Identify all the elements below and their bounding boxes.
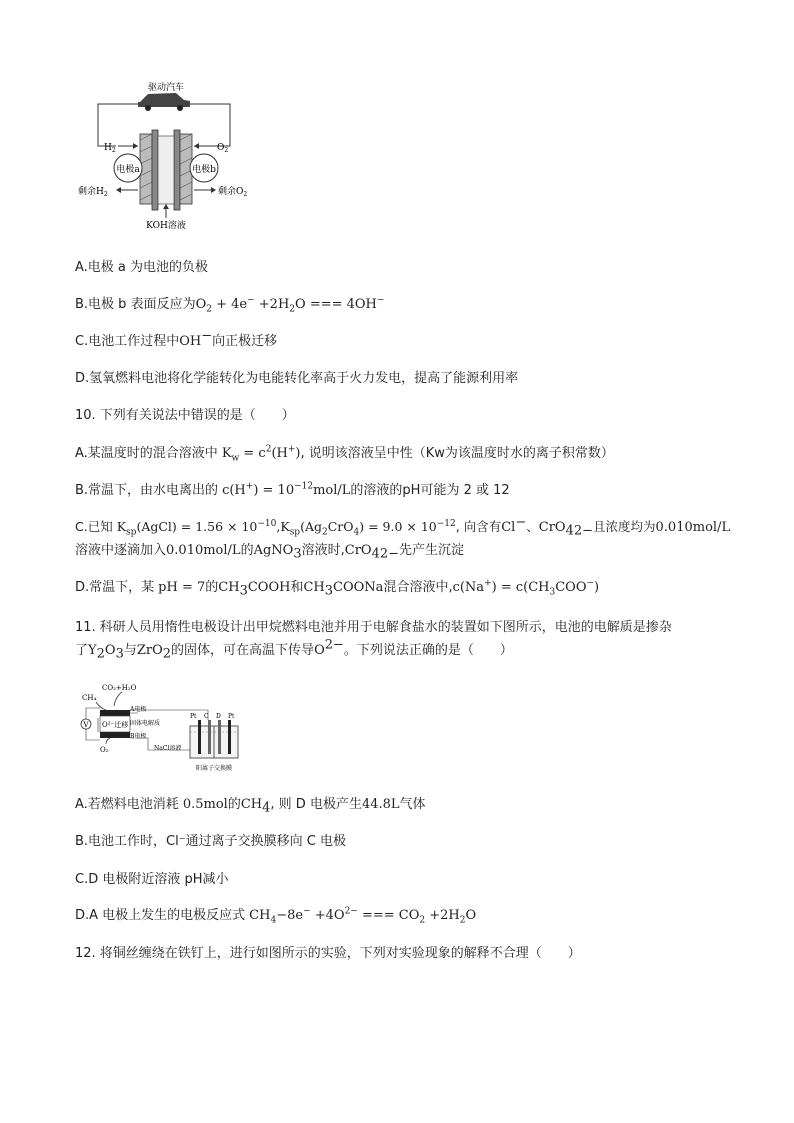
h2-remaining-label: 剩余$H_2$	[78, 187, 108, 198]
electrode-a-label: 电极a	[116, 165, 140, 175]
q11-stem-line2: 了$Y_2O_3$与ZrO$_2$的固体，可在高温下传导$O^{2-}$。下列说法正确的是（ ）	[75, 637, 513, 662]
a-electrode-label: A电极	[130, 706, 147, 713]
o2-migration-label: O²⁻迁移	[102, 721, 129, 729]
o2-inlet-label: O₂	[100, 746, 109, 754]
b-electrode-label: B电极	[130, 733, 147, 740]
co2-h2o-label: CO₂+H₂O	[102, 684, 137, 692]
electrode-b-label: 电极b	[192, 165, 216, 175]
q11-option-a: A.若燃料电池消耗 0.5mol的$CH_4$, 则 D 电极产生44.8L气体	[75, 797, 426, 816]
car-icon	[138, 93, 190, 111]
q9-option-a: A.电极 a 为电池的负极	[75, 260, 209, 275]
q10-option-b: B.常温下，由水电离出的 $c(H^+) = 10^{-12}mol/L$的溶液的pH可能为 2 或 12	[75, 481, 510, 498]
pt-label-1: Pt	[190, 713, 197, 720]
q9-option-b: B.电极 b 表面反应为$O_2 + 4e^- +2H_2O$ === 4OH−	[75, 295, 385, 315]
solid-electrolyte-label: 固体电解质	[130, 720, 161, 727]
d-label: D	[216, 713, 221, 720]
q10-option-c-line1: C.已知 $K_{sp}(AgCl) = 1.56 \times 10^{-10},K_{sp}(Ag_2CrO_4) = 9.0 \times 10^{-12}$, 向含有Cl−、CrO$_{42-}$且浓度均为0.010mol/L	[75, 514, 731, 539]
q9-option-d: D.氢氧燃料电池将化学能转化为电能转化率高于火力发电，提高了能源利用率	[75, 371, 519, 386]
fuel-cell-diagram	[78, 80, 258, 230]
q11-option-b: B.电池工作时，Cl⁻通过离子交换膜移向 C 电极	[75, 834, 346, 849]
q9-option-c: C.电池工作过程中OH−向正极迁移	[75, 328, 278, 349]
q10-stem: 10. 下列有关说法中错误的是（ ）	[75, 408, 295, 423]
voltmeter-label: V	[83, 721, 89, 729]
electrolysis-diagram	[78, 680, 258, 775]
c-label: C	[204, 713, 209, 720]
o2-remaining-label: 剩余$O_2$	[218, 187, 248, 198]
koh-label: KOH溶液	[146, 221, 186, 230]
q10-option-c-line2: 溶液中逐滴加入0.010mol/L的AgNO$_3$溶液时,CrO$_{42-}$先产生沉淀	[75, 543, 465, 562]
q10-option-a: A.某温度时的混合溶液中 $K_w = c^2(H^+)$, 说明该溶液呈中性（Kw为该温度时水的离子积常数）	[75, 444, 614, 464]
ch4-label: CH₄	[82, 694, 97, 702]
pt-label-2: Pt	[228, 713, 235, 720]
q10-option-d: D.常温下，某 pH = 7的$CH_3COOH$和$CH_3COONa$混合溶液中$,c(Na^+) = c(CH_3COO^-)$	[75, 578, 600, 599]
q11-option-d: D.A 电极上发生的电极反应式 $CH_4-8e^- +4O^{2-}$ === $CO_2 +2H_2O$	[75, 906, 477, 926]
membrane-label: 阳离子交换膜	[196, 765, 233, 772]
car-label: 驱动汽车	[147, 83, 185, 93]
q12-stem: 12. 将铜丝缠绕在铁钉上，进行如图所示的实验，下列对实验现象的解释不合理（ ）	[75, 946, 581, 961]
h2-inlet-label: $H_2$	[104, 143, 116, 154]
q11-stem-line1: 11. 科研人员用惰性电极设计出甲烷燃料电池并用于电解食盐水的装置如下图所示，电池的电解质是掺杂	[75, 620, 672, 635]
q11-option-c: C.D 电极附近溶液 pH减小	[75, 872, 229, 887]
nacl-label: NaCl溶液	[154, 745, 182, 752]
o2-inlet-label: $O_2$	[217, 143, 229, 154]
